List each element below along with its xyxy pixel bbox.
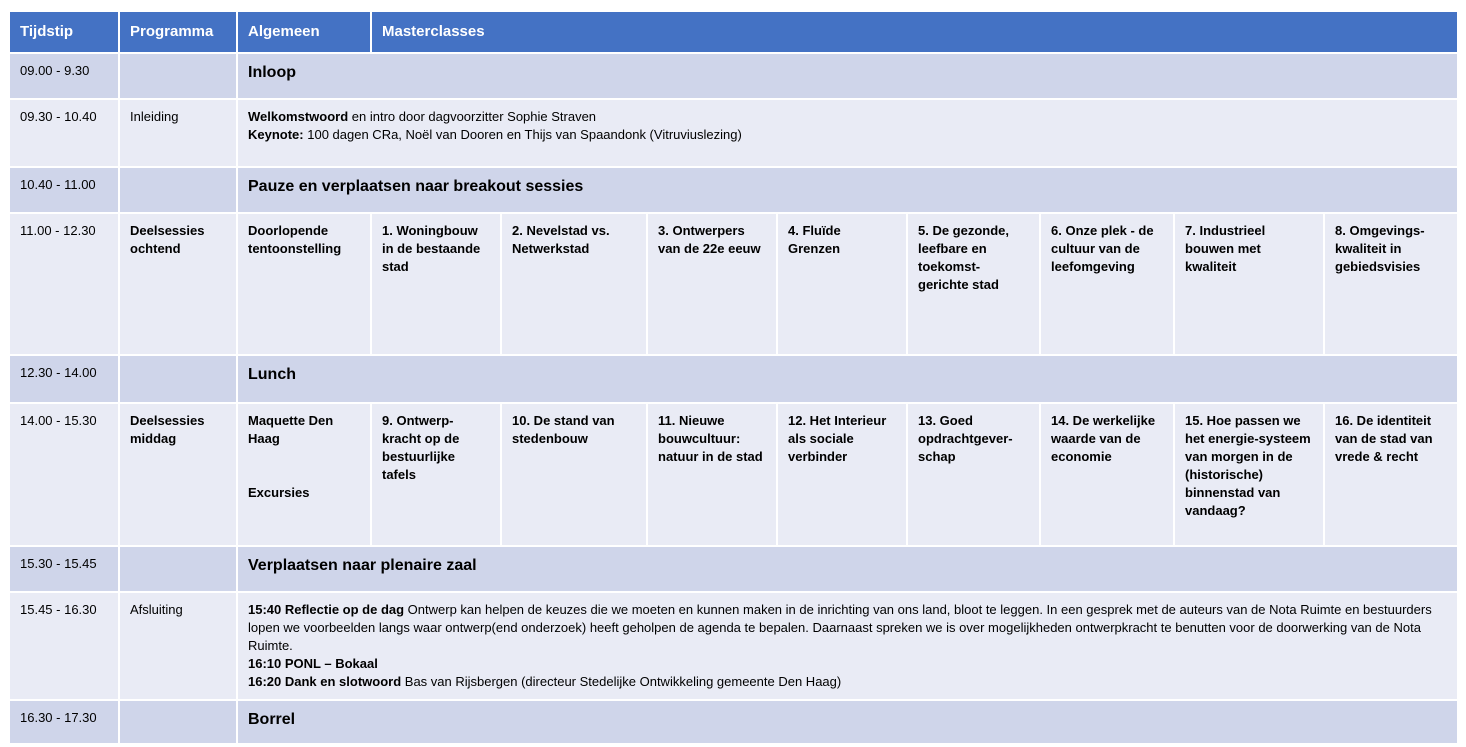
- time-cell: 09.00 - 9.30: [10, 54, 118, 98]
- session-cell: 13. Goed opdrachtgever-schap: [908, 404, 1039, 545]
- welkomstwoord-line: [248, 108, 1447, 126]
- slotwoord-text: Bas van Rijsbergen (directeur Stedelijke Ontwikkeling gemeente Den Haag): [401, 674, 842, 689]
- time-cell: 09.30 - 10.40: [10, 100, 118, 166]
- session-cell: 4. Fluïde Grenzen: [778, 214, 906, 354]
- reflectie-label: 15:40 Reflectie op de dag: [248, 602, 405, 617]
- session-cell: 5. De gezonde, leefbare en toekomst-gerichte stad: [908, 214, 1039, 354]
- programma-cell: [120, 547, 236, 591]
- row-title: Verplaatsen naar plenaire zaal: [238, 547, 1457, 591]
- row-title: Inloop: [238, 54, 1457, 98]
- session-cell: 6. Onze plek - de cultuur van de leefomgeving: [1041, 214, 1173, 354]
- header-masterclasses: Masterclasses: [372, 12, 1457, 52]
- programma-cell: [120, 356, 236, 402]
- bokaal-line: 16:10 PONL – Bokaal: [248, 656, 378, 671]
- session-cell: 7. Industrieel bouwen met kwaliteit: [1175, 214, 1323, 354]
- keynote-text: 100 dagen CRa, Noël van Dooren en Thijs van Spaandonk (Vitruviuslezing): [303, 127, 742, 142]
- session-cell: 11. Nieuwe bouwcultuur: natuur in de stad: [648, 404, 776, 545]
- row-title: Pauze en verplaatsen naar breakout sessies: [238, 168, 1457, 212]
- algemeen-cell: Doorlopende tentoonstelling: [238, 214, 370, 354]
- header-programma: Programma: [120, 12, 236, 52]
- algemeen-cell: [238, 404, 370, 545]
- session-cell: 16. De identiteit van de stad van vrede & recht: [1325, 404, 1457, 545]
- session-cell: 2. Nevelstad vs. Netwerkstad: [502, 214, 646, 354]
- header-algemeen: Algemeen: [238, 12, 370, 52]
- time-cell: 15.30 - 15.45: [10, 547, 118, 591]
- excursies-label: Excursies: [248, 485, 310, 500]
- maquette-label: Maquette Den Haag: [248, 413, 334, 446]
- session-cell: 10. De stand van stedenbouw: [502, 404, 646, 545]
- session-cell: 8. Omgevings-kwaliteit in gebiedsvisies: [1325, 214, 1457, 354]
- welkomstwoord-label: Welkomstwoord: [248, 109, 349, 124]
- keynote-label: Keynote:: [248, 127, 304, 142]
- header-tijdstip: Tijdstip: [10, 12, 118, 52]
- program-table: [10, 12, 1453, 743]
- slotwoord-label: 16:20 Dank en slotwoord: [248, 674, 402, 689]
- time-cell: 15.45 - 16.30: [10, 593, 118, 699]
- reflectie-text: Ontwerp kan helpen de keuzes die we moeten en kunnen maken in de inrichting van ons land, bloot te leggen. In een gesprek met de auteurs van de Nota Ruimte en bestuurders lopen we voorbeelden langs waar ontwerp(end onderzoek) heeft geholpen de agenda te bepalen. Daarnaast spreken we is over mogelijkheden ontwerpkracht te benutten voor de doorwerking van de Nota Ruimte.: [248, 602, 1432, 653]
- keynote-line: [248, 126, 1447, 144]
- welkomstwoord-text: en intro door dagvoorzitter Sophie Straven: [348, 109, 597, 124]
- programma-cell: Deelsessies middag: [120, 404, 236, 545]
- programma-cell: Deelsessies ochtend: [120, 214, 236, 354]
- session-cell: 12. Het Interieur als sociale verbinder: [778, 404, 906, 545]
- row-title: Borrel: [238, 701, 1457, 743]
- row-title: Lunch: [238, 356, 1457, 402]
- time-cell: 14.00 - 15.30: [10, 404, 118, 545]
- time-cell: 11.00 - 12.30: [10, 214, 118, 354]
- programma-cell: [120, 168, 236, 212]
- time-cell: 10.40 - 11.00: [10, 168, 118, 212]
- session-cell: 15. Hoe passen we het energie-systeem van morgen in de (historische) binnenstad van vandaag?: [1175, 404, 1323, 545]
- time-cell: 16.30 - 17.30: [10, 701, 118, 743]
- session-cell: 3. Ontwerpers van de 22e eeuw: [648, 214, 776, 354]
- reflectie-paragraph: [248, 601, 1443, 655]
- time-cell: 12.30 - 14.00: [10, 356, 118, 402]
- programma-cell: [120, 701, 236, 743]
- afsluiting-content: [238, 593, 1457, 699]
- session-cell: 1. Woningbouw in de bestaande stad: [372, 214, 500, 354]
- programma-cell: [120, 54, 236, 98]
- programma-cell: Inleiding: [120, 100, 236, 166]
- inleiding-content: [238, 100, 1457, 166]
- session-cell: 9. Ontwerp-kracht op de bestuurlijke tafels: [372, 404, 500, 545]
- programma-cell: Afsluiting: [120, 593, 236, 699]
- session-cell: 14. De werkelijke waarde van de economie: [1041, 404, 1173, 545]
- slotwoord-line: [248, 673, 1443, 691]
